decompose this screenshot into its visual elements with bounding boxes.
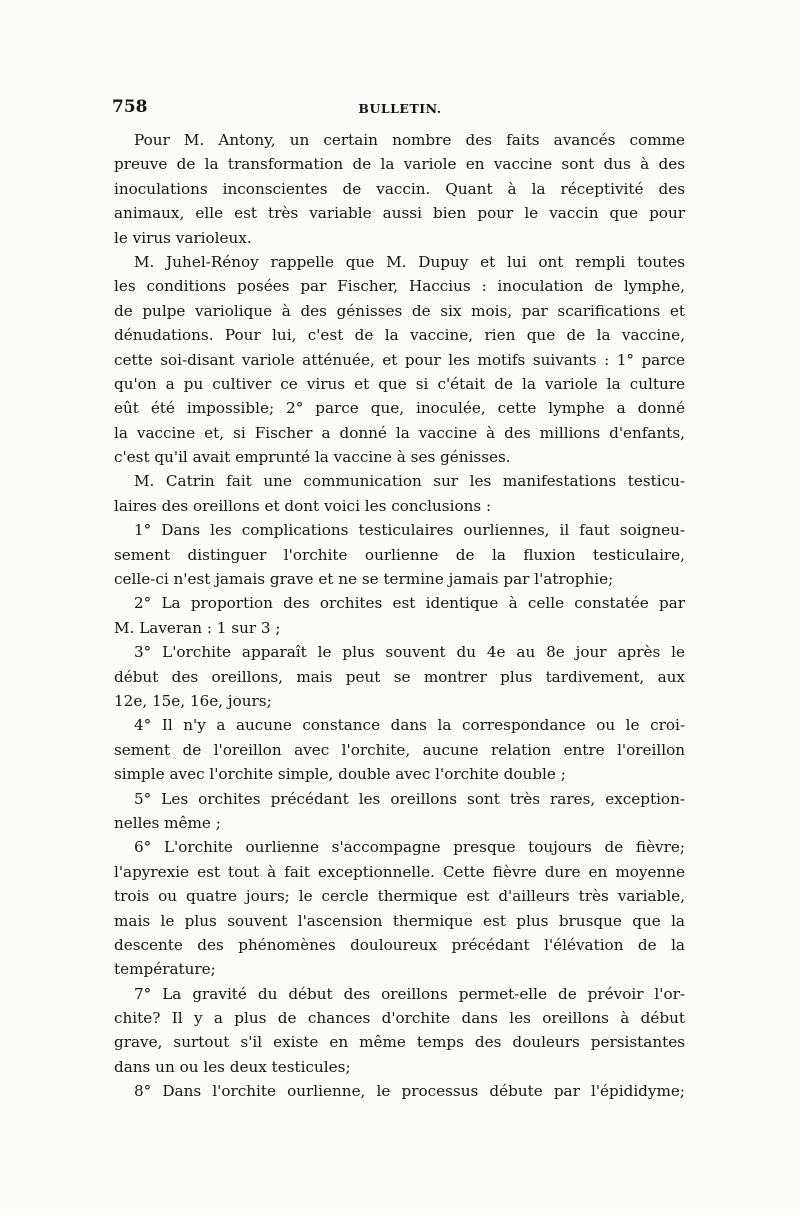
text-line: 7° La gravité du début des oreillons permet-elle de prévoir l'or- [134, 984, 685, 1003]
text-line: le virus varioleux. [114, 228, 252, 247]
text-line: début des oreillons, mais peut se montrer plus tardivement, aux [114, 667, 685, 686]
text-line: 3° L'orchite apparaît le plus souvent du 4e au 8e jour après le [134, 643, 685, 662]
text-line: M. Catrin fait une communication sur les manifestations testicu- [134, 472, 685, 491]
text-line: sement distinguer l'orchite ourlienne de la fluxion testiculaire, [114, 545, 685, 564]
text-line: simple avec l'orchite simple, double avec l'orchite double ; [114, 765, 566, 784]
text-line: mais le plus souvent l'ascension thermique est plus brusque que la [114, 911, 685, 930]
text-line: de pulpe variolique à des génisses de six mois, par scarifications et [114, 301, 685, 320]
text-line: 1° Dans les complications testiculaires ourliennes, il faut soigneu- [134, 521, 685, 540]
text-line: qu'on a pu cultiver ce virus et que si c'était de la variole la culture [114, 374, 685, 393]
text-line: preuve de la transformation de la variole en vaccine sont dus à des [114, 155, 685, 174]
text-line: cette soi-disant variole atténuée, et pour les motifs suivants : 1° parce [114, 350, 685, 369]
text-line: chite? Il y a plus de chances d'orchite dans les oreillons à début [114, 1009, 685, 1028]
text-line: M. Laveran : 1 sur 3 ; [114, 618, 281, 637]
body-text [114, 128, 685, 1104]
text-line: température; [114, 960, 216, 979]
text-line: nelles même ; [114, 813, 221, 832]
text-line: laires des oreillons et dont voici les conclusions : [114, 496, 492, 515]
text-line: inoculations inconscientes de vaccin. Quant à la réceptivité des [114, 179, 685, 198]
text-line: grave, surtout s'il existe en même temps des douleurs persistantes [114, 1033, 685, 1052]
text-line: eût été impossible; 2° parce que, inoculée, cette lymphe a donné [114, 399, 685, 418]
text-line: 8° Dans l'orchite ourlienne, le processus débute par l'épididyme; [134, 1082, 685, 1101]
text-line: 5° Les orchites précédant les oreillons sont très rares, exception- [134, 789, 685, 808]
text-line: les conditions posées par Fischer, Haccius : inoculation de lymphe, [114, 277, 685, 296]
text-line: descente des phénomènes douloureux précédant l'élévation de la [114, 935, 685, 954]
text-line: la vaccine et, si Fischer a donné la vaccine à des millions d'enfants, [114, 423, 685, 442]
text-line: l'apyrexie est tout à fait exceptionnelle. Cette fièvre dure en moyenne [114, 862, 685, 881]
text-line: animaux, elle est très variable aussi bien pour le vaccin que pour [114, 204, 685, 223]
text-line: 12e, 15e, 16e, jours; [114, 691, 272, 710]
text-line: M. Juhel-Rénoy rappelle que M. Dupuy et lui ont rempli toutes [134, 252, 685, 271]
text-line: sement de l'oreillon avec l'orchite, aucune relation entre l'oreillon [114, 740, 685, 759]
text-line: 6° L'orchite ourlienne s'accompagne presque toujours de fièvre; [134, 838, 685, 857]
text-line: c'est qu'il avait emprunté la vaccine à ses génisses. [114, 448, 511, 467]
text-line: trois ou quatre jours; le cercle thermique est d'ailleurs très variable, [114, 887, 685, 906]
text-line: Pour M. Antony, un certain nombre des faits avancés comme [134, 131, 685, 149]
text-line: 2° La proportion des orchites est identique à celle constatée par [134, 594, 685, 613]
text-line: dénudations. Pour lui, c'est de la vaccine, rien que de la vaccine, [114, 326, 685, 345]
running-head: BULLETIN. [358, 101, 442, 116]
text-line: 4° Il n'y a aucune constance dans la correspondance ou le croi- [134, 716, 685, 735]
page-number: 758 [112, 97, 148, 117]
text-line: celle-ci n'est jamais grave et ne se termine jamais par l'atrophie; [114, 570, 614, 589]
text-line: dans un ou les deux testicules; [114, 1057, 351, 1076]
